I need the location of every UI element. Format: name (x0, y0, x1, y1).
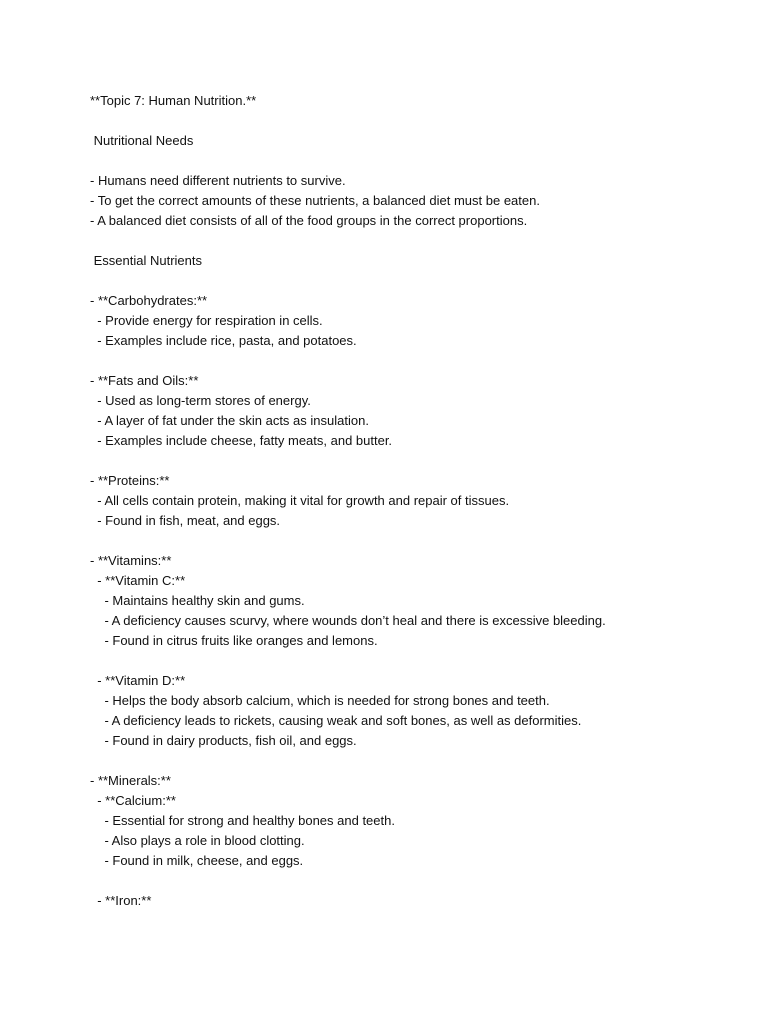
blank-line (90, 231, 730, 251)
blank-line (90, 871, 730, 891)
document-body (90, 91, 730, 911)
list-item: - All cells contain protein, making it vital for growth and repair of tissues. (90, 493, 510, 508)
blank-line (90, 651, 730, 671)
list-item: - Found in citrus fruits like oranges and lemons. (90, 633, 378, 648)
list-item: - Essential for strong and healthy bones and teeth. (90, 813, 395, 828)
blank-line (90, 111, 730, 131)
list-item: - Examples include cheese, fatty meats, and butter. (90, 433, 393, 448)
list-item: - Found in dairy products, fish oil, and eggs. (90, 733, 357, 748)
list-item: - Maintains healthy skin and gums. (90, 593, 305, 608)
vitamin-d-label: - **Vitamin D:** (90, 673, 186, 688)
section-heading-nutritional-needs: Nutritional Needs (90, 133, 194, 148)
list-item: - Examples include rice, pasta, and potatoes. (90, 333, 357, 348)
list-item: - Found in fish, meat, and eggs. (90, 513, 281, 528)
vitamins-label: - **Vitamins:** (90, 553, 172, 568)
list-item: - A layer of fat under the skin acts as insulation. (90, 413, 369, 428)
list-item: - Used as long-term stores of energy. (90, 393, 311, 408)
blank-line (90, 751, 730, 771)
carbohydrates-label: - **Carbohydrates:** (90, 293, 208, 308)
list-item: - Helps the body absorb calcium, which is needed for strong bones and teeth. (90, 693, 550, 708)
proteins-label: - **Proteins:** (90, 473, 170, 488)
section-heading-essential-nutrients: Essential Nutrients (90, 253, 202, 268)
calcium-label: - **Calcium:** (90, 793, 176, 808)
list-item: - A deficiency causes scurvy, where wounds don’t heal and there is excessive bleeding. (90, 613, 606, 628)
list-item: - A deficiency leads to rickets, causing weak and soft bones, as well as deformities. (90, 713, 582, 728)
list-item: - Also plays a role in blood clotting. (90, 833, 305, 848)
list-item: - A balanced diet consists of all of the food groups in the correct proportions. (90, 213, 528, 228)
blank-line (90, 271, 730, 291)
list-item: - Provide energy for respiration in cells. (90, 313, 323, 328)
vitamin-c-label: - **Vitamin C:** (90, 573, 186, 588)
blank-line (90, 451, 730, 471)
blank-line (90, 151, 730, 171)
list-item: - Humans need different nutrients to survive. (90, 173, 346, 188)
list-item: - To get the correct amounts of these nutrients, a balanced diet must be eaten. (90, 193, 540, 208)
blank-line (90, 351, 730, 371)
document-title: **Topic 7: Human Nutrition.** (90, 93, 257, 108)
minerals-label: - **Minerals:** (90, 773, 171, 788)
iron-label: - **Iron:** (90, 893, 152, 908)
fats-label: - **Fats and Oils:** (90, 373, 199, 388)
blank-line (90, 531, 730, 551)
list-item: - Found in milk, cheese, and eggs. (90, 853, 304, 868)
